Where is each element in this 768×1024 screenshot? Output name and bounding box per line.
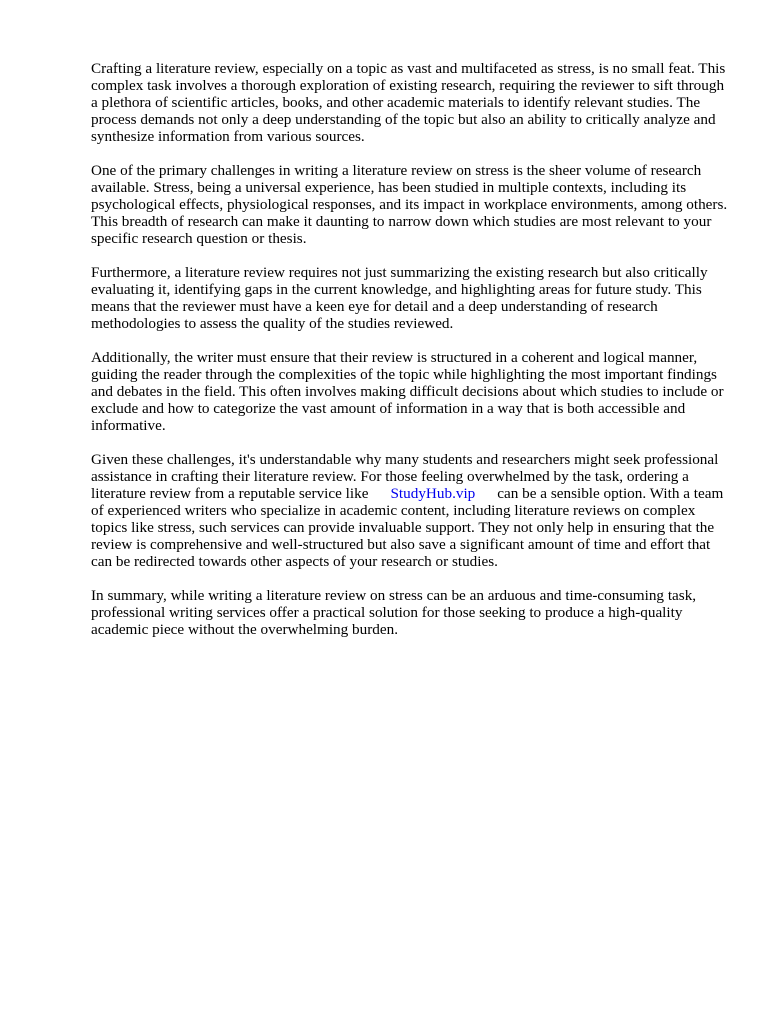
assistance-text-before: Given these challenges, it's understandable why many students and researchers might seek professional assistance in crafting their literature review. For those feeling overwhelmed by the task, ordering a literature review from a reputable service like [91, 451, 719, 502]
paragraph-assistance [91, 451, 731, 570]
paragraph-challenges: One of the primary challenges in writing a literature review on stress is the sheer volume of research available. Stress, being a universal experience, has been studied in multiple contexts, including its psychological effects, physiological responses, and its impact in workplace environments, among others. This breadth of research can make it daunting to narrow down which studies are most relevant to your specific research question or thesis. [91, 162, 728, 247]
assistance-text-after: can be a sensible option. With a team of experienced writers who specialize in academic content, including literature reviews on complex topics like stress, such services can provide invaluable support. They not only help in ensuring that the review is comprehensive and well-structured but also save a significant amount of time and effort that can be redirected towards other aspects of your research or studies. [91, 485, 724, 570]
paragraph-intro: Crafting a literature review, especially on a topic as vast and multifaceted as stress, is no small feat. This complex task involves a thorough exploration of existing research, requiring the reviewer to sift through a plethora of scientific articles, books, and other academic materials to identify relevant studies. The process demands not only a deep understanding of the topic but also an ability to critically analyze and synthesize information from various sources. [91, 60, 726, 145]
studyhub-link[interactable]: StudyHub.vip [390, 485, 476, 502]
paragraph-structure: Additionally, the writer must ensure that their review is structured in a coherent and logical manner, guiding the reader through the complexities of the topic while highlighting the most important findings and debates in the field. This often involves making difficult decisions about which studies to include or exclude and how to categorize the vast amount of information in a way that is both accessible and informative. [91, 349, 724, 434]
document-body [91, 60, 731, 655]
paragraph-summary: In summary, while writing a literature review on stress can be an arduous and time-consuming task, professional writing services offer a practical solution for those seeking to produce a high-quality academic piece without the overwhelming burden. [91, 587, 697, 638]
paragraph-evaluation: Furthermore, a literature review requires not just summarizing the existing research but also critically evaluating it, identifying gaps in the current knowledge, and highlighting areas for future study. This means that the reviewer must have a keen eye for detail and a deep understanding of research methodologies to assess the quality of the studies reviewed. [91, 264, 708, 332]
